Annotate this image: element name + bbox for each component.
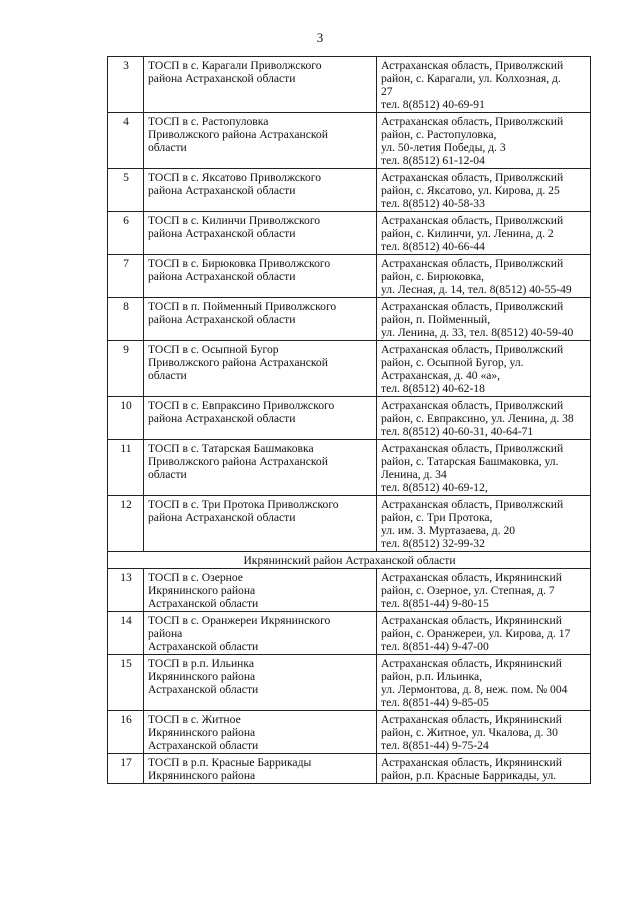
address-cell	[377, 711, 591, 754]
office-name-line: Приволжского района Астраханской	[148, 356, 328, 369]
table-row	[108, 711, 591, 754]
address-line: Астраханская область, Икрянинский	[381, 614, 562, 627]
address-line: Астраханская область, Приволжский	[381, 115, 564, 128]
office-name-cell	[144, 397, 377, 440]
address-line: Астраханская область, Приволжский	[381, 442, 564, 455]
address-cell	[377, 169, 591, 212]
address-line: Астраханская область, Приволжский	[381, 498, 564, 511]
office-name-line: ТОСП в р.п. Ильинка	[148, 657, 254, 670]
address-cell	[377, 255, 591, 298]
table-row	[108, 57, 591, 113]
address-line: Астраханская область, Приволжский	[381, 214, 564, 227]
address-line: Астраханская, д. 40 «а»,	[381, 369, 501, 382]
address-line: ул. Лесная, д. 14, тел. 8(8512) 40-55-49	[381, 283, 572, 296]
office-name-line: Икрянинского района	[148, 726, 256, 739]
address-line: район, с. Осыпной Бугор, ул.	[381, 356, 524, 369]
address-cell	[377, 496, 591, 552]
address-cell	[377, 655, 591, 711]
office-name-line: ТОСП в с. Килинчи Приволжского	[148, 214, 321, 227]
address-line: Астраханская область, Приволжский	[381, 257, 564, 270]
table-row	[108, 255, 591, 298]
address-line: Астраханская область, Приволжский	[381, 343, 564, 356]
office-name-cell	[144, 440, 377, 496]
address-line: Астраханская область, Приволжский	[381, 399, 564, 412]
table-row	[108, 440, 591, 496]
address-line: район, с. Бирюковка,	[381, 270, 485, 283]
address-cell	[377, 212, 591, 255]
page-number: 3	[316, 30, 324, 45]
address-line: тел. 8(851-44) 9-80-15	[381, 597, 489, 610]
row-number: 5	[108, 169, 144, 212]
table-row	[108, 212, 591, 255]
office-name-line: Астраханской области	[148, 640, 259, 653]
address-line: ул. Ленина, д. 33, тел. 8(8512) 40-59-40	[381, 326, 574, 339]
address-line: Ленина, д. 34	[381, 468, 447, 481]
address-line: район, р.п. Красные Баррикады, ул.	[381, 769, 557, 782]
office-name-cell	[144, 711, 377, 754]
office-name-cell	[144, 655, 377, 711]
address-cell	[377, 298, 591, 341]
address-line: район, с. Озерное, ул. Степная, д. 7	[381, 584, 555, 597]
address-line: район, с. Три Протока,	[381, 511, 493, 524]
office-name-line: Астраханской области	[148, 683, 259, 696]
address-cell	[377, 57, 591, 113]
row-number: 15	[108, 655, 144, 711]
address-line: район, с. Растопуловка,	[381, 128, 497, 141]
table-row	[108, 113, 591, 169]
office-name-cell	[144, 341, 377, 397]
office-name-line: Астраханской области	[148, 597, 259, 610]
office-name-cell	[144, 57, 377, 113]
office-name-line: ТОСП в с. Бирюковка Приволжского	[148, 257, 331, 270]
row-number: 3	[108, 57, 144, 113]
table-row	[108, 612, 591, 655]
address-line: район, с. Яксатово, ул. Кирова, д. 25	[381, 184, 560, 197]
address-line: район, с. Татарская Башмаковка, ул.	[381, 455, 559, 468]
address-line: тел. 8(8512) 40-66-44	[381, 240, 485, 253]
row-number: 12	[108, 496, 144, 552]
address-line: Астраханская область, Икрянинский	[381, 571, 562, 584]
address-line: 27	[381, 85, 393, 98]
address-line: Астраханская область, Икрянинский	[381, 657, 562, 670]
office-name-line: ТОСП в с. Карагали Приволжского	[148, 59, 322, 72]
office-name-line: Икрянинского района	[148, 670, 256, 683]
office-name-line: ТОСП в с. Евпраксино Приволжского	[148, 399, 335, 412]
office-name-line: района	[148, 627, 183, 640]
address-line: тел. 8(851-44) 9-47-00	[381, 640, 489, 653]
row-number: 10	[108, 397, 144, 440]
address-cell	[377, 113, 591, 169]
office-name-line: ТОСП в с. Растопуловка	[148, 115, 269, 128]
office-name-cell	[144, 212, 377, 255]
address-cell	[377, 397, 591, 440]
address-line: Астраханская область, Приволжский	[381, 300, 564, 313]
section-row	[108, 552, 591, 569]
table-row	[108, 569, 591, 612]
address-line: тел. 8(851-44) 9-75-24	[381, 739, 489, 752]
office-name-line: области	[148, 141, 187, 154]
address-line: район, с. Оранжереи, ул. Кирова, д. 17	[381, 627, 571, 640]
office-name-line: ТОСП в с. Житное	[148, 713, 241, 726]
address-line: район, с. Килинчи, ул. Ленина, д. 2	[381, 227, 554, 240]
office-name-line: области	[148, 369, 187, 382]
address-line: Астраханская область, Икрянинский	[381, 756, 562, 769]
office-name-line: района Астраханской области	[148, 184, 296, 197]
office-name-line: Астраханской области	[148, 739, 259, 752]
row-number: 7	[108, 255, 144, 298]
office-name-cell	[144, 298, 377, 341]
office-name-line: района Астраханской области	[148, 270, 296, 283]
address-line: Астраханская область, Икрянинский	[381, 713, 562, 726]
office-name-line: ТОСП в с. Озерное	[148, 571, 243, 584]
table-row	[108, 496, 591, 552]
office-name-cell	[144, 569, 377, 612]
row-number: 6	[108, 212, 144, 255]
row-number: 4	[108, 113, 144, 169]
address-line: район, с. Житное, ул. Чкалова, д. 30	[381, 726, 558, 739]
row-number: 13	[108, 569, 144, 612]
address-cell	[377, 754, 591, 784]
office-name-cell	[144, 255, 377, 298]
office-name-cell	[144, 612, 377, 655]
address-line: район, с. Карагали, ул. Колхозная, д.	[381, 72, 561, 85]
office-name-line: района Астраханской области	[148, 227, 296, 240]
office-name-line: района Астраханской области	[148, 412, 296, 425]
table-row	[108, 397, 591, 440]
address-line: тел. 8(8512) 61-12-04	[381, 154, 485, 167]
row-number: 14	[108, 612, 144, 655]
address-cell	[377, 341, 591, 397]
address-cell	[377, 440, 591, 496]
office-name-line: Приволжского района Астраханской	[148, 455, 328, 468]
office-name-line: района Астраханской области	[148, 72, 296, 85]
row-number: 9	[108, 341, 144, 397]
table-row	[108, 754, 591, 784]
address-cell	[377, 612, 591, 655]
address-cell	[377, 569, 591, 612]
address-line: тел. 8(8512) 40-58-33	[381, 197, 485, 210]
table-row	[108, 655, 591, 711]
office-name-cell	[144, 496, 377, 552]
address-line: тел. 8(8512) 40-69-12,	[381, 481, 488, 494]
address-line: Астраханская область, Приволжский	[381, 59, 564, 72]
table-row	[108, 341, 591, 397]
office-name-line: области	[148, 468, 187, 481]
office-name-line: района Астраханской области	[148, 511, 296, 524]
office-name-line: ТОСП в с. Оранжереи Икрянинского	[148, 614, 331, 627]
offices-table	[107, 56, 591, 784]
office-name-cell	[144, 113, 377, 169]
office-name-line: Приволжского района Астраханской	[148, 128, 328, 141]
office-name-line: ТОСП в с. Осыпной Бугор	[148, 343, 279, 356]
address-line: район, с. Евпраксино, ул. Ленина, д. 38	[381, 412, 574, 425]
office-name-line: ТОСП в с. Яксатово Приволжского	[148, 171, 322, 184]
row-number: 8	[108, 298, 144, 341]
office-name-cell	[144, 169, 377, 212]
office-name-line: ТОСП в п. Пойменный Приволжского	[148, 300, 337, 313]
office-name-line: ТОСП в с. Три Протока Приволжского	[148, 498, 339, 511]
row-number: 17	[108, 754, 144, 784]
address-line: район, п. Пойменный,	[381, 313, 491, 326]
office-name-line: Икрянинского района	[148, 584, 256, 597]
address-line: тел. 8(8512) 40-69-91	[381, 98, 485, 111]
office-name-line: района Астраханской области	[148, 313, 296, 326]
row-number: 16	[108, 711, 144, 754]
office-name-line: ТОСП в р.п. Красные Баррикады	[148, 756, 312, 769]
address-line: ул. им. З. Муртазаева, д. 20	[381, 524, 516, 537]
address-line: тел. 8(8512) 40-60-31, 40-64-71	[381, 425, 534, 438]
table-row	[108, 298, 591, 341]
address-line: Астраханская область, Приволжский	[381, 171, 564, 184]
section-title: Икрянинский район Астраханской области	[108, 552, 591, 569]
office-name-line: ТОСП в с. Татарская Башмаковка	[148, 442, 314, 455]
address-line: район, р.п. Ильинка,	[381, 670, 482, 683]
address-line: ул. Лермонтова, д. 8, неж. пом. № 004	[381, 683, 568, 696]
address-line: тел. 8(8512) 32-99-32	[381, 537, 485, 550]
office-name-cell	[144, 754, 377, 784]
table-row	[108, 169, 591, 212]
address-line: тел. 8(851-44) 9-85-05	[381, 696, 489, 709]
row-number: 11	[108, 440, 144, 496]
address-line: тел. 8(8512) 40-62-18	[381, 382, 485, 395]
address-line: ул. 50-летия Победы, д. 3	[381, 141, 506, 154]
office-name-line: Икрянинского района	[148, 769, 256, 782]
